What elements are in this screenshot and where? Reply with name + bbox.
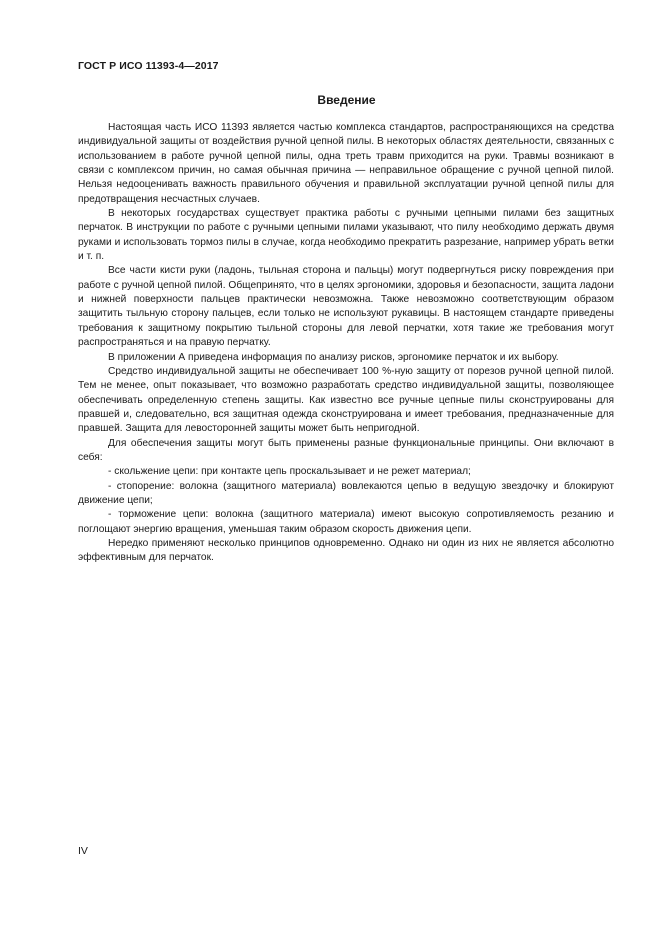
section-title bbox=[0, 93, 661, 107]
list-item: - скольжение цепи: при контакте цепь проскальзывает и не режет материал; bbox=[108, 466, 471, 478]
paragraph: Настоящая часть ИСО 11393 является частью комплекса стандартов, распространяющихся на средства индивидуальной защиты от воздействия ручной цепной пилы. В некоторых областях деятельности, связанных с использованием в работе ручной цепной пилы, одна треть травм приходится на руки. Травмы возникают в связи с комплексом причин, но самая обычная причина — неправильное обращение с ручной цепной пилой. Нельзя недооценивать важность правильного обучения и правильной эксплуатации ручной цепной пилы для предотвращения несчастных случаев. bbox=[78, 122, 614, 205]
list-item: - торможение цепи: волокна (защитного материала) имеют высокую сопротивляемость резанию и поглощают энергию вращения, уменьшая таким образом скорость движения цепи. bbox=[78, 509, 614, 535]
paragraph: Все части кисти руки (ладонь, тыльная сторона и пальцы) могут подвергнуться риску повреждения при работе с ручной цепной пилой. Общепринято, что в целях эргономики, здоровья и безопасности, защита ладони и нижней поверхности пальцев практически невозможна. Также невозможно соответствующим образом защитить тыльную сторону пальцев, если только не используют рукавицы. В настоящем стандарте приведены требования к защитному покрытию тыльной стороны для левой перчатки, хотя такие же требования могут распространяться и на правую перчатку. bbox=[78, 265, 614, 349]
paragraph: Нередко применяют несколько принципов одновременно. Однако ни один из них не является абсолютно эффективным для перчаток. bbox=[78, 537, 614, 564]
paragraph: Средство индивидуальной защиты не обеспечивает 100 %-ную защиту от порезов ручной цепной пилой. Тем не менее, опыт показывает, что возможно разработать средство индивидуальной защиты, позволяющее обеспечивать определенную степень защиты. Как известно все ручные цепные пилы сконструированы для правшей и, следовательно, вся защитная одежда сконструирована и имеет требования, предназначенные для правшей. Защита для левосторонней защиты может быть непригодной. bbox=[78, 365, 614, 435]
section-title-text: Введение bbox=[317, 93, 376, 107]
paragraph: В некоторых государствах существует практика работы с ручными цепными пилами без защитных перчаток. В инструкции по работе с ручными цепными пилами указывают, что пилу необходимо держать двумя руками и использовать тормоз пилы в случае, когда необходимо прекратить разрезание, например убрать ветки и т. п. bbox=[78, 208, 614, 263]
list-item: - стопорение: волокна (защитного материала) вовлекаются цепью в ведущую звездочку и блокируют движение цепи; bbox=[78, 480, 614, 506]
introduction-body bbox=[78, 121, 614, 566]
paragraph: Для обеспечения защиты могут быть применены разные функциональные принципы. Они включают в себя: bbox=[78, 437, 614, 463]
standard-designation: ГОСТ Р ИСО 11393-4—2017 bbox=[78, 60, 219, 72]
paragraph: В приложении А приведена информация по анализу рисков, эргономике перчаток и их выбору. bbox=[108, 351, 559, 363]
page-number: IV bbox=[78, 845, 88, 857]
